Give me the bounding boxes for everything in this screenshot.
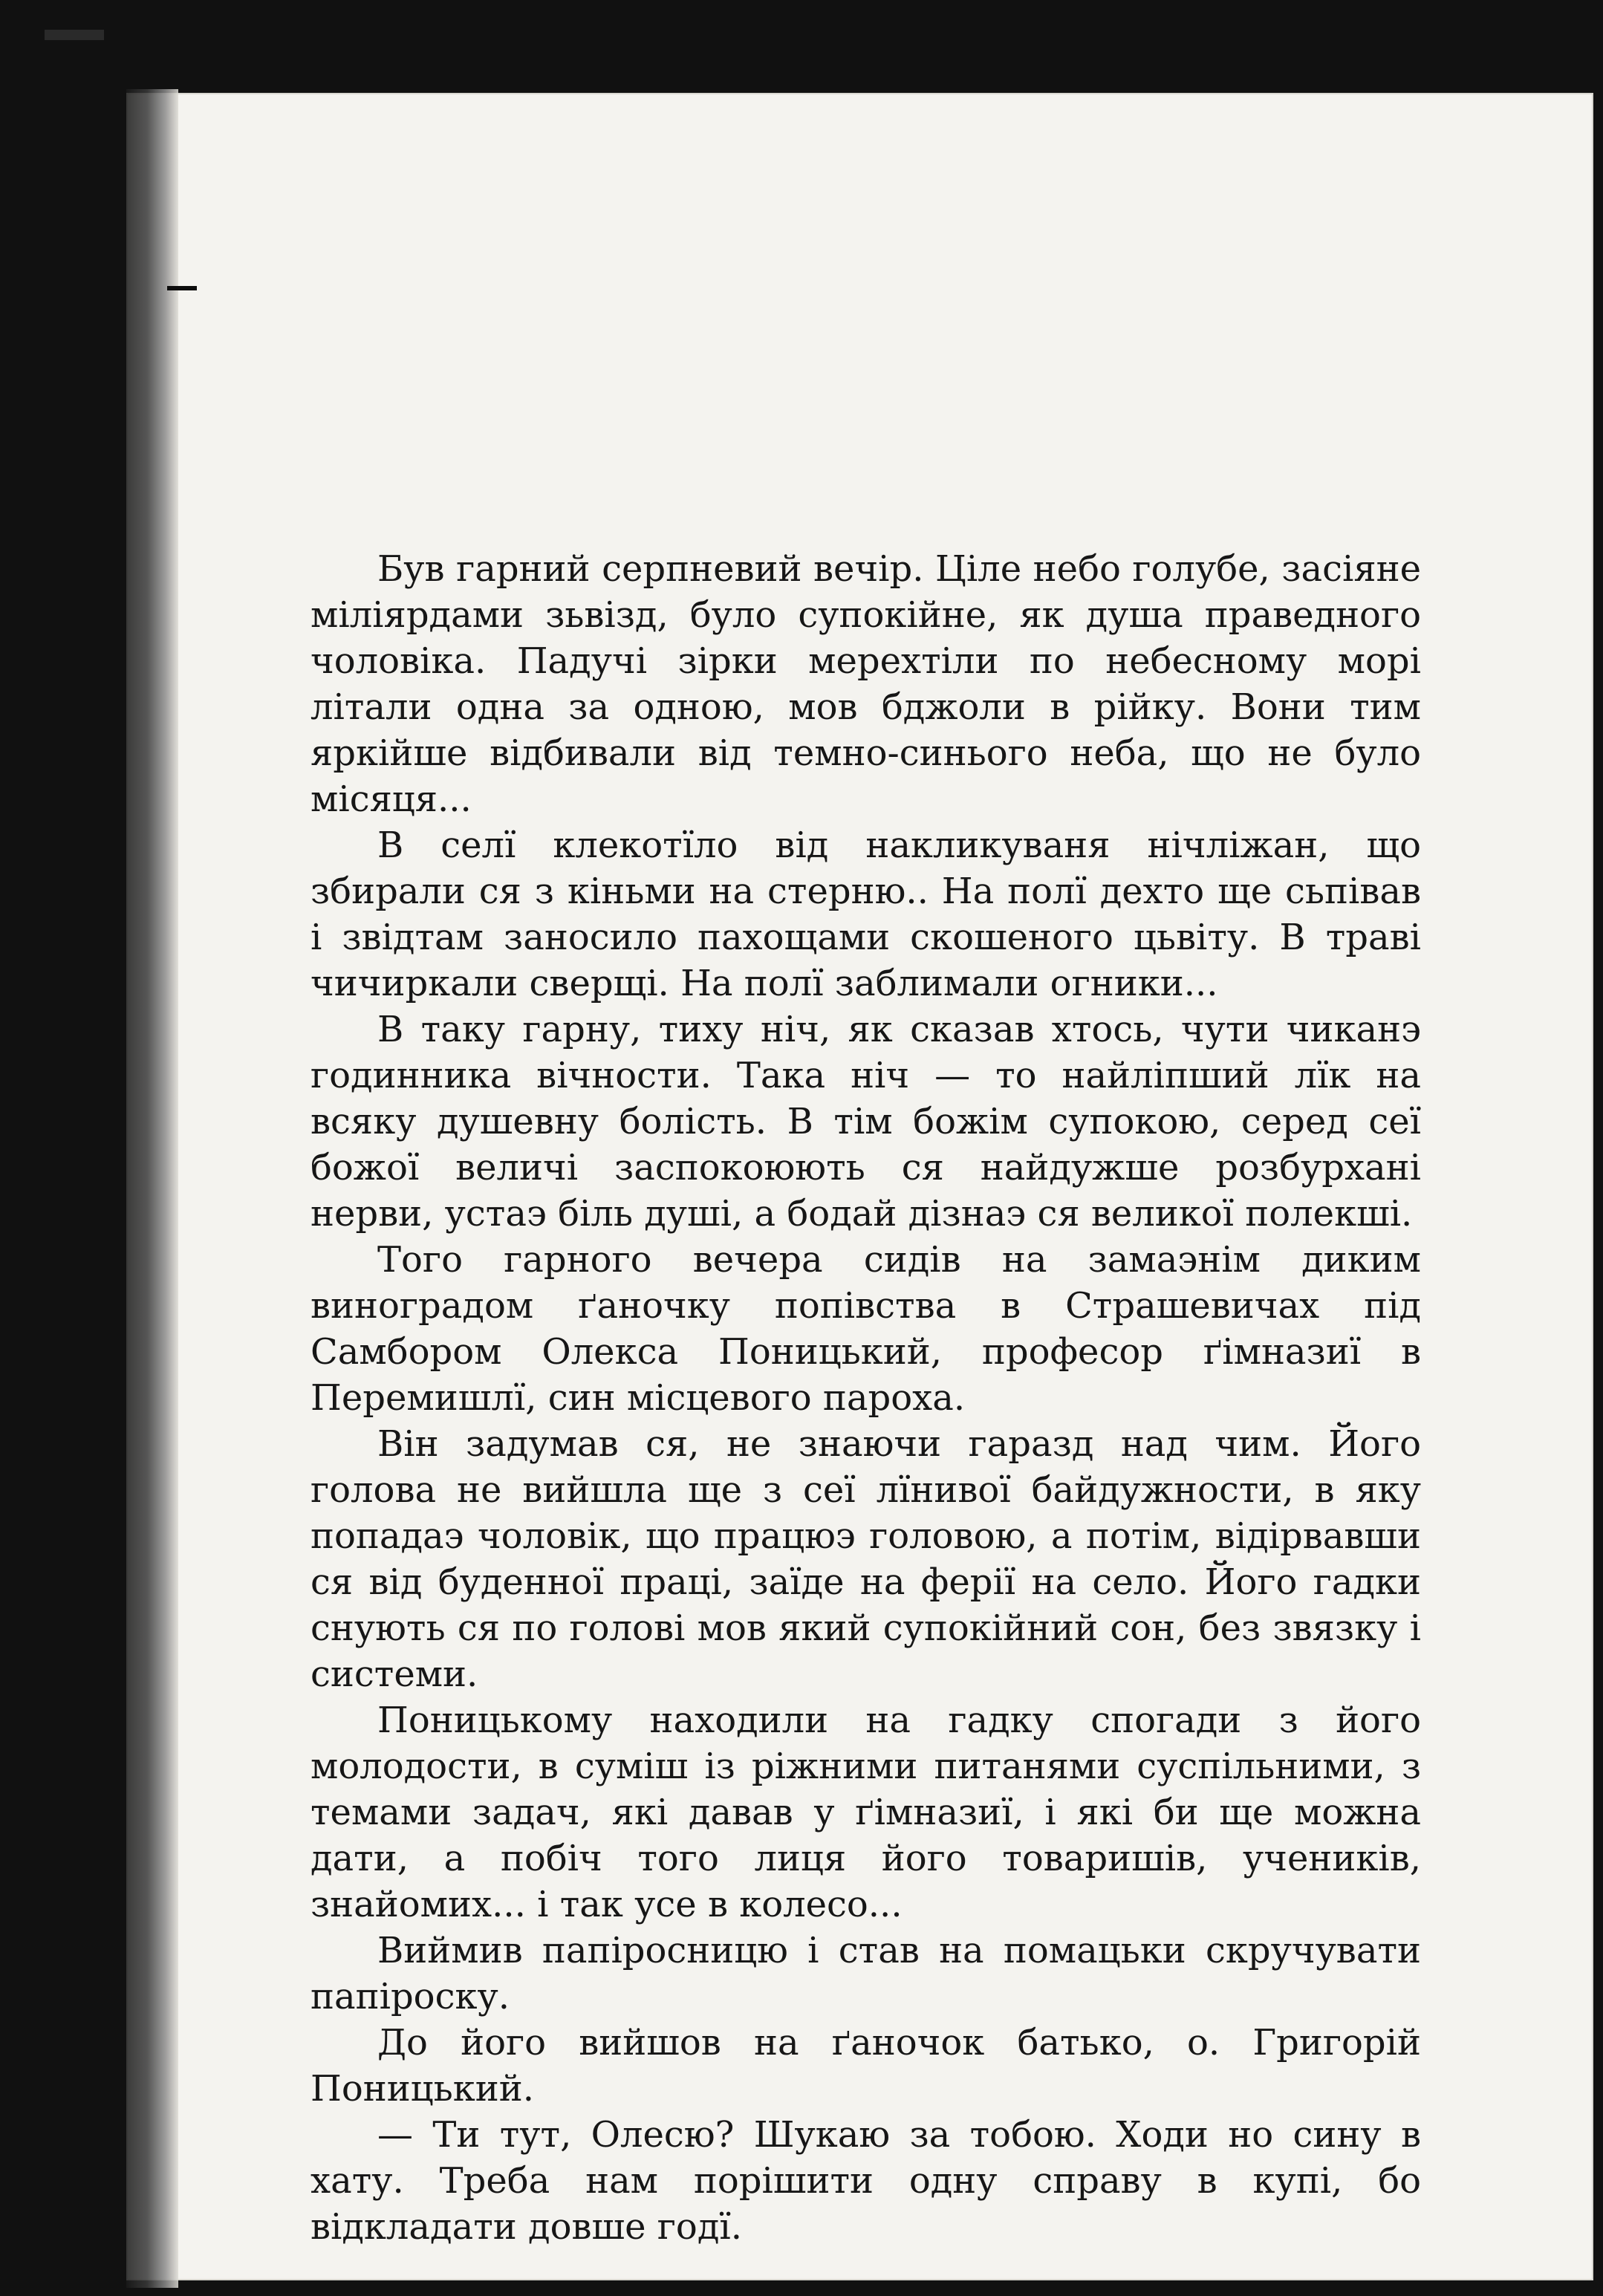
gutter-mark	[45, 30, 104, 40]
paragraph: В селї клекотїло від накликуваня нічліжан, що збирали ся з кіньми на стерню.. На полї дехто ще сьпівав і звідтам заносило пахощами скошеного цьвіту. В траві чичиркали сверщі. На полї заблимали огники...	[310, 825, 1421, 1004]
body-text	[310, 546, 1421, 2250]
paragraph: Поницькому находили на гадку спогади з його молодости, в суміш із ріжними питанями суспільними, з темами задач, які давав у ґімназиї, і які би ще можна дати, а побіч того лиця його товаришів, учеників, знайомих... і так усе в колесо...	[310, 1700, 1421, 1925]
binding-gutter	[126, 89, 178, 2288]
gutter-mark	[167, 286, 197, 290]
paragraph: Виймив папіросницю і став на помацьки скручувати папіроску.	[310, 1930, 1421, 2017]
paragraph: Був гарний серпневий вечір. Ціле небо голубе, засіяне міліярдами зьвізд, було супокійне, як душа праведного чоловіка. Падучі зірки мерехтіли по небесному морі літали одна за одною, мов бджоли в рійку. Вони тим яркійше відбивали від темно-синього неба, що не було місяця...	[310, 548, 1421, 820]
paragraph: Він задумав ся, не знаючи гаразд над чим. Його голова не вийшла ще з сеї лїнивої байдужности, в яку попадаэ чоловік, що працюэ головою, а потім, відірвавши ся від буденної праці, заїде на ферії на село. Його гадки снують ся по голові мов який супокійний сон, без звязку і системи.	[310, 1423, 1421, 1695]
paragraph: До його вийшов на ґаночок батько, о. Григорій Поницький.	[310, 2022, 1421, 2110]
paragraph: В таку гарну, тиху ніч, як сказав хтось, чути чиканэ годинника вічности. Така ніч — то найліпший лїк на всяку душевну болість. В тім божім супокою, серед сеї божої величі заспокоюють ся найдужше розбурхані нерви, устаэ біль душі, а бодай дізнаэ ся великої полекші.	[310, 1009, 1421, 1235]
paragraph: Того гарного вечера сидів на замаэнім диким виноградом ґаночку попівства в Страшевичах під Самбором Олекса Поницький, професор ґімназиї в Перемишлї, син місцевого пароха.	[310, 1239, 1421, 1419]
paragraph: — Ти тут, Олесю? Шукаю за тобою. Ходи но сину в хату. Треба нам порішити одну справу в купі, бо відкладати довше годї.	[310, 2114, 1421, 2248]
